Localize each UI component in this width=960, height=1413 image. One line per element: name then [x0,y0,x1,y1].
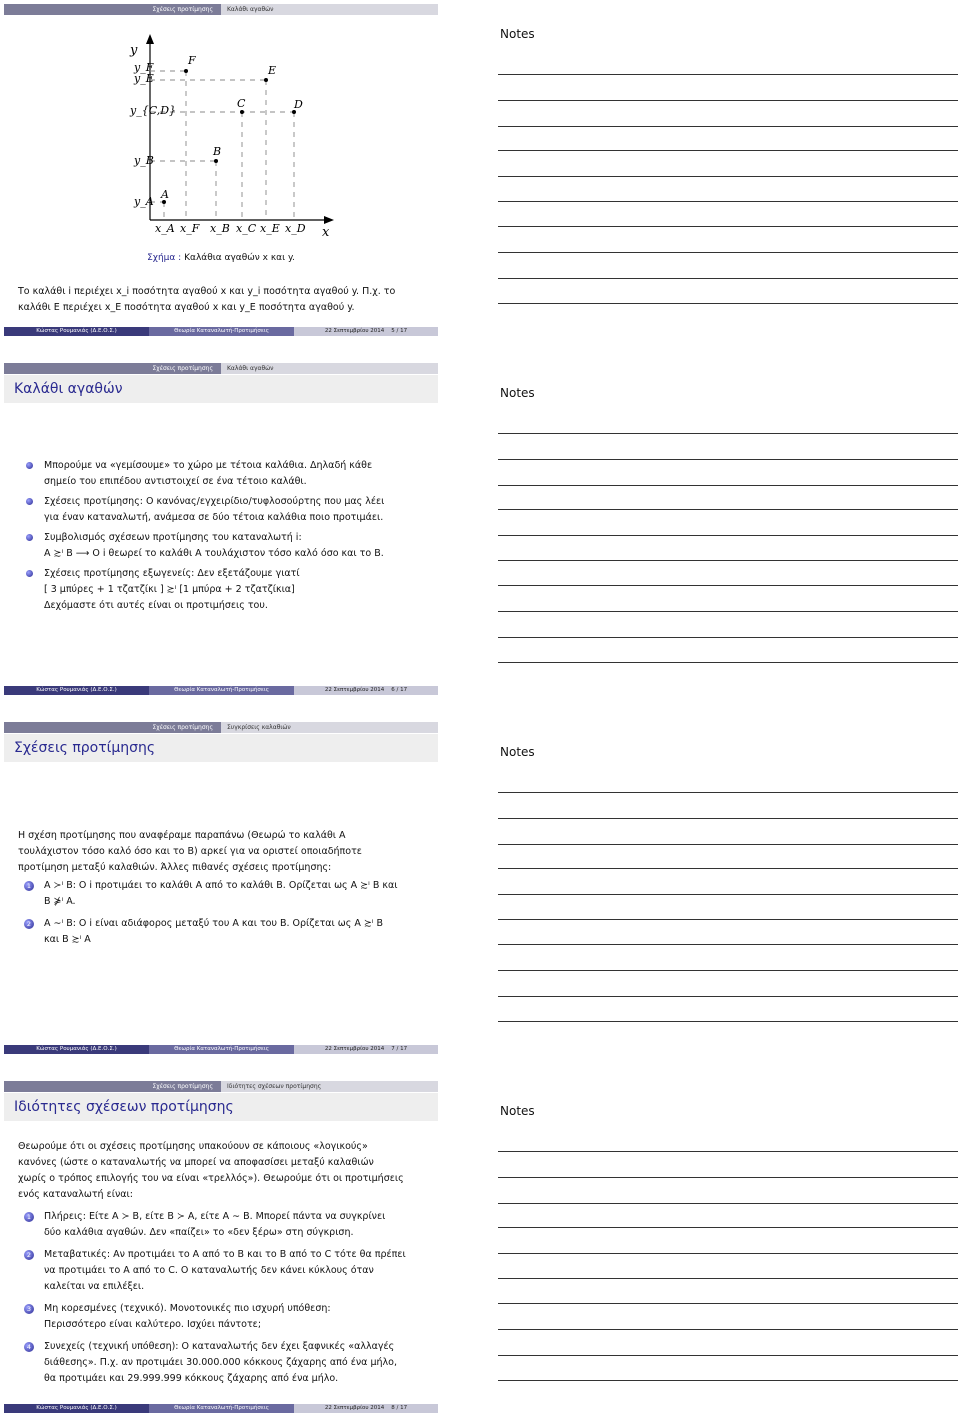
footer-author: Κώστας Ρουμανιάς (Δ.Ε.Ο.Σ.) [4,686,149,695]
intro-line: Θεωρούμε ότι οι σχέσεις προτίμησης υπακούουν σε κάποιους «λογικούς» [18,1141,368,1152]
caption-text: Καλάθια αγαθών x και y. [184,253,295,263]
footer-title: Θεωρία Καταναλωτή-Προτιμήσεις [149,686,294,695]
point-label: B [213,145,222,158]
x-tick: x_D [285,222,306,235]
x-tick: x_A [155,222,175,235]
bullet-item: Σχέσεις προτίμησης εξωγενείς: Δεν εξετάζουμε γιατί [ 3 μπύρες + 1 τζατζίκι ] ≿ⁱ [1 μπύρα + 2 τζατζίκια] Δεχόμαστε ότι αυτές είναι οι προτιμήσεις του. [18,566,430,614]
text-line: καλάθι E περιέχει x_E ποσότητα αγαθού x και y_E ποσότητα αγαθού y. [18,302,355,313]
intro-line: Η σχέση προτίμησης που αναφέραμε παραπάνω (Θεωρώ το καλάθι A [18,830,346,841]
x-tick: x_F [180,222,200,235]
slide-body [18,828,430,954]
intro-line: ενός καταναλωτή είναι: [18,1189,133,1200]
x-tick: x_E [260,222,280,235]
header-section[interactable]: Σχέσεις προτίμησης [4,1081,221,1092]
x-axis-label: x [322,225,330,240]
y-axis-label: y [130,43,138,58]
header-section[interactable]: Σχέσεις προτίμησης [4,722,221,733]
numbered-item: 3 Μη κορεσμένες (τεχνικό). Μονοτονικές πιο ισχυρή υπόθεση: Περισσότερο είναι καλύτερο. Ισχύει πάντοτε; [18,1301,430,1333]
footer-date-page: 22 Σεπτεμβρίου 2014 7 / 17 [294,1045,438,1054]
intro-line: κανόνες (ώστε ο καταναλωτής να μπορεί να αποφασίσει μεταξύ καλαθιών [18,1157,374,1168]
y-tick: y_B [134,154,154,167]
slide-header [4,4,438,15]
bullet-item: Συμβολισμός σχέσεων προτίμησης του καταναλωτή i: A ≿ⁱ B ⟶ O i θεωρεί το καλάθι A τουλάχιστον τόσο καλό όσο και το B. [18,530,430,562]
slide-footer [4,1045,438,1054]
header-subsection[interactable]: Συγκρίσεις καλαθιών [221,722,438,733]
header-section[interactable]: Σχέσεις προτίμησης [4,4,221,15]
bullet-item: Σχέσεις προτίμησης: Ο κανόνας/εγχειρίδιο/τυφλοσούρτης που μας λέει για έναν καταναλωτή, ανάμεσα σε δύο τέτοια καλάθια ποιο προτιμάει. [18,494,430,526]
footer-date-page: 22 Σεπτεμβρίου 2014 6 / 17 [294,686,438,695]
slide-header [4,1081,438,1092]
text-line: Το καλάθι i περιέχει x_i ποσότητα αγαθού x και y_i ποσότητα αγαθού y. Π.χ. το [18,286,396,297]
y-tick: y_{C,D} [130,104,177,117]
header-subsection[interactable]: Ιδιότητες σχέσεων προτίμησης [221,1081,438,1092]
point-label: F [188,54,196,67]
footer-author: Κώστας Ρουμανιάς (Δ.Ε.Ο.Σ.) [4,327,149,336]
x-tick: x_B [210,222,230,235]
y-tick: y_A [134,195,154,208]
slide-footer [4,686,438,695]
figure-caption [4,253,438,263]
point-labels [160,54,303,201]
y-tick: y_E [134,72,154,85]
footer-date-page: 22 Σεπτεμβρίου 2014 8 / 17 [294,1404,438,1413]
slide-body [18,458,430,618]
header-subsection[interactable]: Καλάθι αγαθών [221,363,438,374]
point-label: A [161,188,169,201]
intro-line: χωρίς ο τρόπος επιλογής του να είναι «τρελλός»). Θεωρούμε ότι οι προτιμήσεις [18,1173,404,1184]
slide-body [18,284,430,316]
notes-label: Notes [500,386,535,400]
slide-7 [4,722,438,1052]
slide-title: Σχέσεις προτίμησης [4,734,438,762]
numbered-item: 2 A ∼ⁱ B: O i είναι αδιάφορος μεταξύ του A και του B. Ορίζεται ως A ≿ⁱ B και B ≿ⁱ A [18,916,430,948]
x-tick-labels [155,222,306,235]
slide-8 [4,1081,438,1411]
point-label: D [294,98,303,111]
header-subsection[interactable]: Καλάθι αγαθών [221,4,438,15]
footer-author: Κώστας Ρουμανιάς (Δ.Ε.Ο.Σ.) [4,1404,149,1413]
footer-author: Κώστας Ρουμανιάς (Δ.Ε.Ο.Σ.) [4,1045,149,1054]
slide-title: Ιδιότητες σχέσεων προτίμησης [4,1093,438,1121]
slide-title: Καλάθι αγαθών [4,375,438,403]
slide-6 [4,363,438,693]
x-tick: x_C [236,222,257,235]
footer-title: Θεωρία Καταναλωτή-Προτιμήσεις [149,1404,294,1413]
point-label: E [268,64,277,77]
slide-5 [4,4,438,334]
footer-date-page: 22 Σεπτεμβρίου 2014 5 / 17 [294,327,438,336]
point-label: C [237,97,246,110]
notes-label: Notes [500,1104,535,1118]
caption-label: Σχήμα : [147,253,182,263]
y-tick-labels [129,61,176,208]
basket-figure [4,16,438,266]
notes-label: Notes [500,745,535,759]
slide-footer [4,327,438,336]
bullet-item: Μπορούμε να «γεμίσουμε» το χώρο με τέτοια καλάθια. Δηλαδή κάθε σημείο του επιπέδου αντιστοιχεί σε ένα τέτοιο καλάθι. [18,458,430,490]
numbered-item: 1 Πλήρεις: Είτε A ≻ B, είτε B ≻ A, είτε A ∼ B. Μπορεί πάντα να συγκρίνει δύο καλάθια αγαθών. Δεν «παίζει» το «δεν ξέρω» στη σύγκριση. [18,1209,430,1241]
slide-header [4,363,438,374]
intro-line: τουλάχιστον τόσο καλό όσο και το B) αρκεί για να οριστεί οποιαδήποτε [18,846,362,857]
notes-label: Notes [500,27,535,41]
slide-body [18,1139,430,1393]
numbered-item: 4 Συνεχείς (τεχνική υπόθεση): Ο καταναλωτής δεν έχει ξαφνικές «αλλαγές διάθεσης». Π.χ. αν προτιμάει 30.000.000 κόκκους ζάχαρης από ένα μήλο, θα προτιμάει και 29.999.999 κόκκους ζάχαρης από ένα μήλο. [18,1339,430,1387]
footer-title: Θεωρία Καταναλωτή-Προτιμήσεις [149,1045,294,1054]
slide-header [4,722,438,733]
header-section[interactable]: Σχέσεις προτίμησης [4,363,221,374]
footer-title: Θεωρία Καταναλωτή-Προτιμήσεις [149,327,294,336]
numbered-item: 1 A ≻ⁱ B: O i προτιμάει το καλάθι A από το καλάθι B. Ορίζεται ως A ≿ⁱ B και B ⋡ⁱ A. [18,878,430,910]
numbered-item: 2 Μεταβατικές: Αν προτιμάει το A από το B και το B από το C τότε θα πρέπει να προτιμάει το A από το C. Ο καταναλωτής δεν κάνει κύκλους όταν καλείται να επιλέξει. [18,1247,430,1295]
y-tick: y_F [134,61,154,74]
intro-line: προτίμηση μεταξύ καλαθιών. Άλλες πιθανές σχέσεις προτίμησης: [18,862,332,873]
